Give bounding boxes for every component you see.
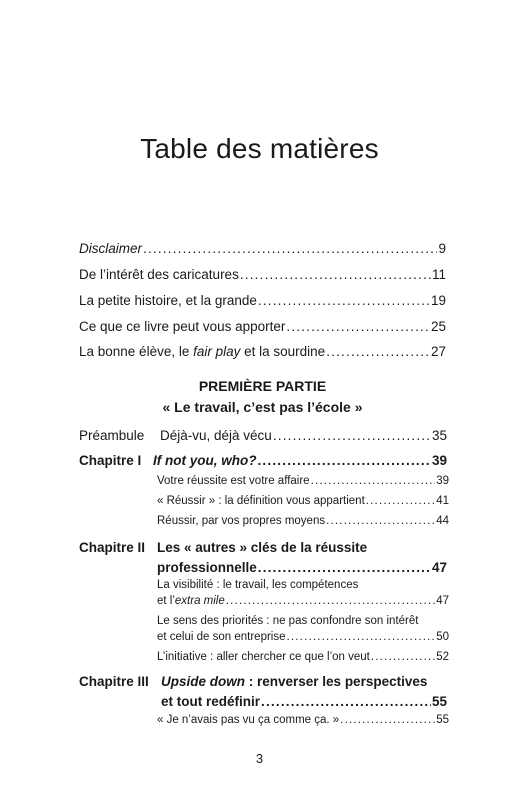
toc-section-page: 50 [436, 631, 449, 643]
dot-leader [261, 693, 431, 711]
label-italic-part: extra mile [174, 595, 225, 607]
toc-entry-label: De l’intérêt des caricatures [79, 267, 239, 282]
toc-entry-page: 25 [430, 319, 446, 334]
toc-section-label: « Réussir » : la définition vous appartient [157, 495, 365, 507]
toc-entry-label: et tout redéfinir [161, 694, 261, 709]
label-part: et la sourdine [240, 344, 326, 359]
toc-section[interactable] [157, 650, 449, 665]
toc-section-label: Votre réussite est votre affaire [157, 475, 310, 487]
dot-leader [371, 650, 435, 665]
toc-entry-label: Ce que ce livre peut vous apporter [79, 319, 286, 334]
toc-entry-page: 47 [431, 560, 447, 575]
label-part: : renverser les perspectives [245, 674, 428, 689]
toc-section-label-line1: Le sens des priorités : ne pas confondre son intérêt [157, 615, 419, 627]
toc-entry-label: professionnelle [157, 560, 257, 575]
toc-entry-page: 39 [431, 453, 447, 468]
toc-entry-label [79, 343, 325, 361]
toc-entry-page: 27 [430, 344, 446, 359]
dot-leader [340, 713, 435, 728]
dot-leader [311, 474, 436, 489]
label-italic-part: fair play [193, 344, 241, 359]
dot-leader [258, 292, 430, 310]
toc-entry-page: 9 [438, 241, 446, 256]
label-italic-part: Upside down [161, 674, 245, 689]
toc-entry-page: 35 [431, 428, 447, 443]
toc-entry-preambule[interactable] [160, 427, 447, 445]
toc-section-label-line1: La visibilité : le travail, les compétences [157, 579, 359, 591]
dot-leader [366, 494, 435, 509]
toc-section-page: 55 [436, 714, 449, 726]
toc-section-page: 52 [436, 651, 449, 663]
toc-entry-bonne-eleve[interactable] [79, 343, 446, 361]
toc-section[interactable] [157, 514, 449, 529]
dot-leader [226, 594, 435, 609]
page-title: Table des matières [140, 133, 379, 164]
chapter-3-label: Chapitre III [79, 674, 149, 689]
chapter-3-title-line1 [161, 673, 427, 691]
dot-leader [326, 514, 435, 529]
dot-leader [286, 318, 430, 336]
dot-leader [143, 240, 437, 258]
label-part: La bonne élève, le [79, 344, 194, 359]
label-part: et l’ [157, 595, 175, 607]
toc-entry-label: Déjà-vu, déjà vécu [160, 428, 272, 443]
toc-entry-chapter-3[interactable] [161, 693, 447, 711]
toc-entry-disclaimer[interactable] [79, 240, 446, 258]
dot-leader [287, 630, 436, 645]
toc-section[interactable] [157, 713, 449, 728]
toc-section-page: 41 [436, 495, 449, 507]
toc-entry-page: 19 [430, 293, 446, 308]
dot-leader [273, 427, 431, 445]
toc-entry-chapter-2[interactable] [157, 559, 447, 577]
toc-section-page: 47 [436, 595, 449, 607]
toc-section-label: Réussir, par vos propres moyens [157, 515, 326, 527]
chapter-2-label: Chapitre II [79, 540, 146, 555]
toc-section-page: 44 [436, 515, 449, 527]
toc-entry-label: Disclaimer [79, 241, 143, 256]
toc-entry-chapter-1[interactable] [153, 452, 447, 470]
toc-entry-petite-histoire[interactable] [79, 292, 446, 310]
dot-leader [326, 343, 430, 361]
dot-leader [258, 559, 431, 577]
toc-section[interactable] [157, 494, 449, 509]
chapter-1-label: Chapitre I [79, 453, 142, 468]
toc-section[interactable] [157, 474, 449, 489]
toc-entry-label: If not you, who? [153, 453, 257, 468]
toc-entry-ce-livre[interactable] [79, 318, 446, 336]
toc-entry-page: 55 [431, 694, 447, 709]
toc-entry-label: La petite histoire, et la grande [79, 293, 257, 308]
toc-section-label: et celui de son entreprise [157, 631, 286, 643]
preambule-label: Préambule [79, 428, 145, 443]
part-label: PREMIÈRE PARTIE [198, 378, 327, 394]
toc-section-label: « Je n’avais pas vu ça comme ça. » [157, 714, 340, 726]
chapter-2-title-line1: Les « autres » clés de la réussite [157, 540, 368, 555]
toc-section[interactable] [157, 594, 449, 609]
toc-section-label: L’initiative : aller chercher ce que l’on veut [157, 651, 370, 663]
toc-section-label [157, 594, 225, 609]
toc-section[interactable] [157, 630, 449, 645]
toc-entry-page: 11 [431, 267, 446, 282]
dot-leader [240, 266, 431, 284]
part-subtitle: « Le travail, c’est pas l’école » [162, 399, 363, 415]
page-number: 3 [255, 751, 264, 766]
dot-leader [257, 452, 430, 470]
toc-section-page: 39 [436, 475, 449, 487]
toc-entry-caricatures[interactable] [79, 266, 446, 284]
